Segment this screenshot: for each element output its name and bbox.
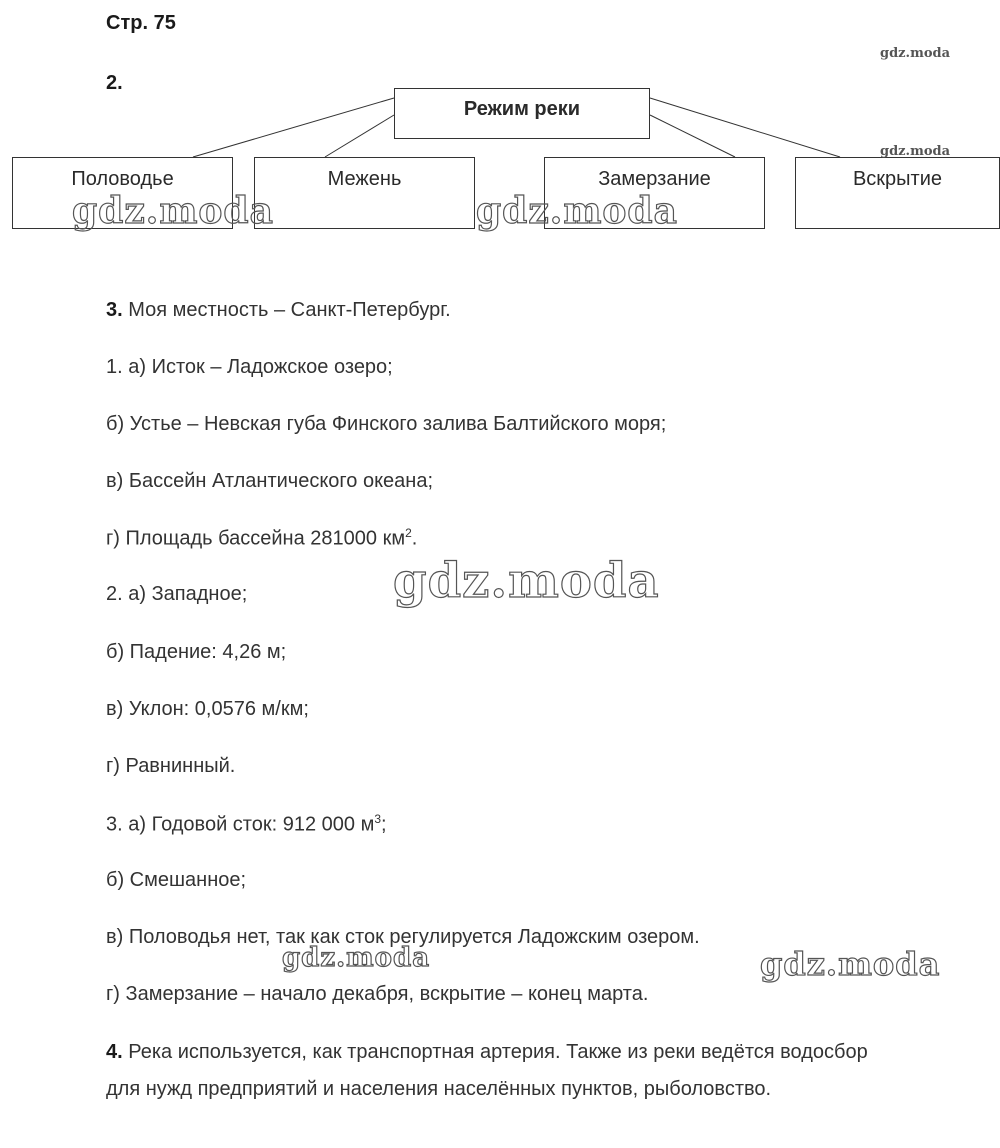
answer-line: 2. а) Западное; — [106, 583, 248, 605]
diagram-root-label: Режим реки — [463, 98, 581, 120]
answer-line: в) Бассейн Атлантического океана; — [106, 470, 434, 492]
diagram-branch-label: Половодье — [71, 168, 174, 190]
diagram-branch-box — [254, 157, 475, 229]
answer-line: б) Падение: 4,26 м; — [106, 641, 287, 663]
answer-line: в) Уклон: 0,0576 м/км; — [106, 698, 309, 720]
watermark-logo: gdz.moda — [282, 943, 431, 973]
diagram-branch-label: Вскрытие — [852, 168, 943, 190]
answer-line: в) Половодья нет, так как сток регулируется Ладожским озером. — [106, 926, 700, 948]
connector-1 — [193, 98, 394, 157]
watermark-logo: gdz.moda — [880, 46, 951, 61]
diagram-root-box — [394, 88, 650, 139]
task-3-number: 3. — [106, 299, 123, 321]
answer-line: 1. а) Исток – Ладожское озеро; — [106, 356, 393, 378]
answer-line: б) Смешанное; — [106, 869, 247, 891]
answer-line: г) Равнинный. — [106, 755, 236, 777]
task-3-intro: 3. Моя местность – Санкт-Петербург. — [106, 299, 451, 321]
watermark-logo: gdz.moda — [880, 144, 951, 159]
answer-line: г) Площадь бассейна 281000 $км^2$. — [106, 526, 418, 550]
task-4-line-2: для нужд предприятий и населения населённых пунктов, рыболовство. — [106, 1078, 772, 1100]
connector-4 — [650, 98, 840, 157]
page-label: Стр. 75 — [106, 12, 176, 34]
task-4-line-1: 4. Река используется, как транспортная артерия. Также из реки ведётся водосбор — [106, 1041, 868, 1063]
watermark-logo: gdz.moda — [760, 945, 941, 983]
watermark-logo: gdz.moda — [393, 553, 660, 609]
diagram-branch-label: Межень — [327, 168, 402, 190]
task-2-number: 2. — [106, 72, 123, 94]
watermark-logo: gdz.moda — [476, 190, 678, 232]
answer-line: г) Замерзание – начало декабря, вскрытие – конец марта. — [106, 983, 649, 1005]
watermark-logo: gdz.moda — [72, 190, 274, 232]
answer-line: 3. а) Годовой сток: 912 000 $м^3$; — [106, 812, 387, 836]
diagram-branch-box — [795, 157, 1000, 229]
connector-2 — [325, 115, 394, 157]
task-4-number: 4. — [106, 1041, 123, 1063]
answer-line: б) Устье – Невская губа Финского залива Балтийского моря; — [106, 413, 667, 435]
connector-3 — [650, 115, 735, 157]
diagram-branch-label: Замерзание — [598, 168, 711, 190]
